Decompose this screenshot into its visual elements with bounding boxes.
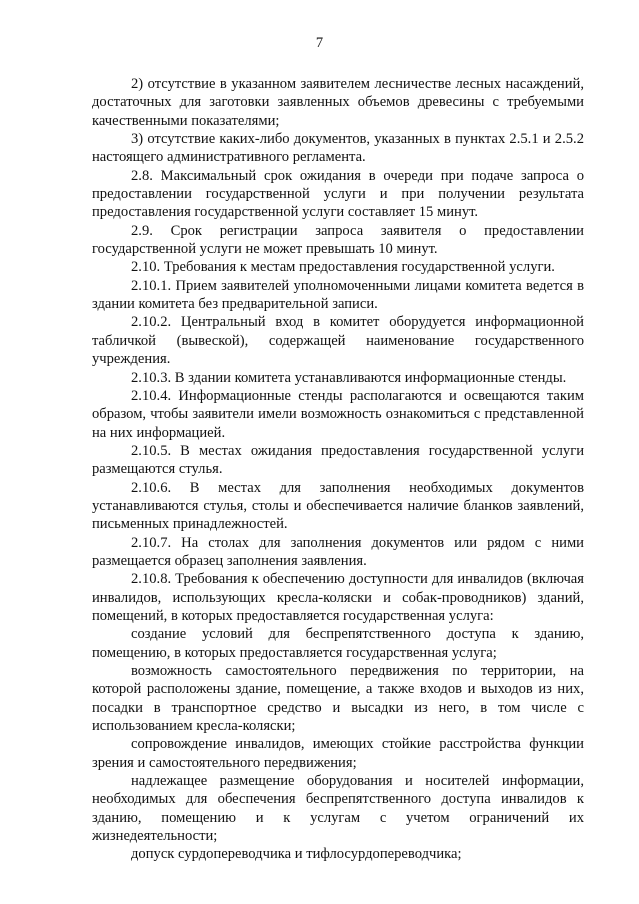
paragraph-accessibility-interpreter: допуск сурдопереводчика и тифлосурдопереводчика; (131, 846, 462, 863)
paragraph-2-10-1: 2.10.1. Прием заявителей уполномоченными лицами комитета ведется в здании комитета без предварительной записи. (92, 277, 584, 313)
document-body (92, 75, 584, 864)
paragraph-2-10-7: 2.10.7. На столах для заполнения документов или рядом с ними размещается образец заполнения заявления. (92, 534, 584, 569)
paragraph-accessibility-equipment: надлежащее размещение оборудования и носителей информации, необходимых для обеспечения беспрепятственного доступа инвалидов к зданию, помещению и к услугам с учетом ограничений их жизнедеятельности; (92, 773, 584, 845)
paragraph-2-10-5: 2.10.5. В местах ожидания предоставления государственной услуги размещаются стулья. (92, 442, 584, 478)
paragraph-2-10-3: 2.10.3. В здании комитета устанавливаются информационные стенды. (131, 369, 567, 386)
paragraph-item-3: 3) отсутствие каких-либо документов, указанных в пунктах 2.5.1 и 2.5.2 настоящего административного регламента. (92, 131, 584, 166)
paragraph-accessibility-entry: создание условий для беспрепятственного доступа к зданию, помещению, в которых предоставляется государственная услуга; (92, 626, 584, 661)
paragraph-accessibility-escort: сопровождение инвалидов, имеющих стойкие расстройства функции зрения и самостоятельного передвижения; (92, 736, 584, 771)
paragraph-2-8: 2.8. Максимальный срок ожидания в очереди при подаче запроса о предоставлении государственной услуги и при получении результата предоставления государственной услуги составляет 15 минут. (92, 167, 584, 221)
paragraph-2-9: 2.9. Срок регистрации запроса заявителя о предоставлении государственной услуги не может превышать 10 минут. (92, 222, 584, 258)
paragraph-2-10-2: 2.10.2. Центральный вход в комитет оборудуется информационной табличкой (вывеской), содержащей наименование государственного учреждения. (92, 314, 584, 368)
paragraph-2-10-4: 2.10.4. Информационные стенды располагаются и освещаются таким образом, чтобы заявители имели возможность ознакомиться с представленной на них информацией. (92, 387, 584, 441)
paragraph-2-10: 2.10. Требования к местам предоставления государственной услуги. (131, 259, 555, 276)
paragraph-2-10-6: 2.10.6. В местах для заполнения необходимых документов устанавливаются стулья, столы и обеспечивается наличие бланков заявлений, письменных принадлежностей. (92, 479, 584, 533)
paragraph-item-2: 2) отсутствие в указанном заявителем лесничестве лесных насаждений, достаточных для заготовки заявленных объемов древесины с требуемыми качественными показателями; (92, 76, 584, 129)
paragraph-2-10-8: 2.10.8. Требования к обеспечению доступности для инвалидов (включая инвалидов, использующих кресла-коляски и собак-проводников) зданий, помещений, в которых предоставляется государственная услуга: (92, 571, 584, 624)
paragraph-accessibility-movement: возможность самостоятельного передвижения по территории, на которой расположены здание, помещение, а также входов и выходов из них, посадки в транспортное средство и высадки из него, в том числе с использованием кресла-коляски; (92, 663, 584, 735)
page-number: 7 (315, 35, 324, 51)
